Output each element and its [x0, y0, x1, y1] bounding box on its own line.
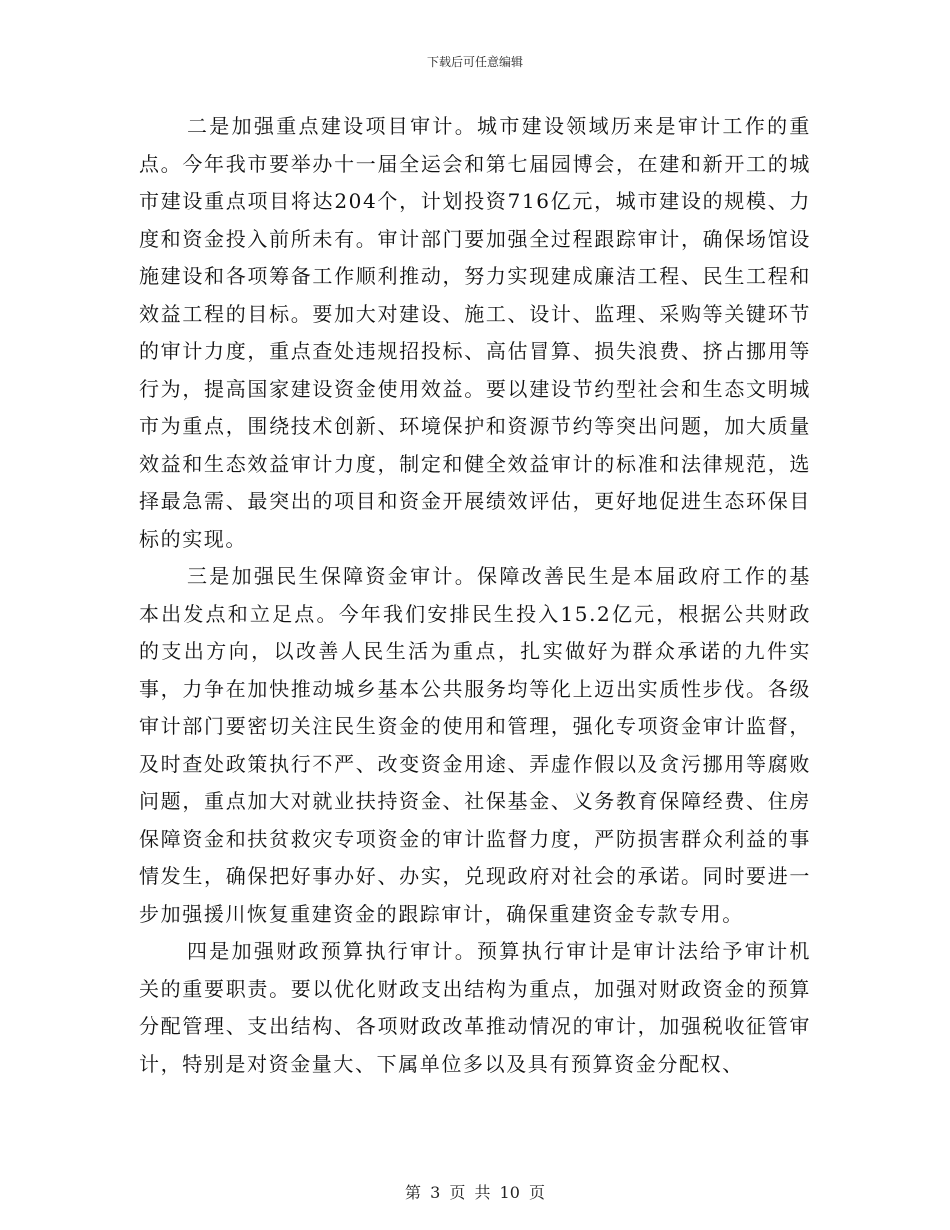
body-text: [139, 108, 811, 1083]
paragraph-construction-audit: 二是加强重点建设项目审计。城市建设领域历来是审计工作的重点。今年我市要举办十一届全运会和第七届园博会，在建和新开工的城市建设重点项目将达204个，计划投资716亿元，城市建设的规模、力度和资金投入前所未有。审计部门要加强全过程跟踪审计，确保场馆设施建设和各项筹备工作顺利推动，努力实现建成廉洁工程、民生工程和效益工程的目标。要加大对建设、施工、设计、监理、采购等关键环节的审计力度，重点查处违规招投标、高估冒算、损失浪费、挤占挪用等行为，提高国家建设资金使用效益。要以建设节约型社会和生态文明城市为重点，围绕技术创新、环境保护和资源节约等突出问题，加大质量效益和生态效益审计力度，制定和健全效益审计的标准和法律规范，选择最急需、最突出的项目和资金开展绩效评估，更好地促进生态环保目标的实现。: [139, 114, 811, 551]
paragraph-livelihood-audit: 三是加强民生保障资金审计。保障改善民生是本届政府工作的基本出发点和立足点。今年我们安排民生投入15.2亿元，根据公共财政的支出方向，以改善人民生活为重点，扎实做好为群众承诺的九件实事，力争在加快推动城乡基本公共服务均等化上迈出实质性步伐。各级审计部门要密切关注民生资金的使用和管理，强化专项资金审计监督，及时查处政策执行不严、改变资金用途、弄虚作假以及贪污挪用等腐败问题，重点加大对就业扶持资金、社保基金、义务教育保障经费、住房保障资金和扶贫救灾专项资金的审计监督力度，严防损害群众利益的事情发生，确保把好事办好、办实，兑现政府对社会的承诺。同时要进一步加强援川恢复重建资金的跟踪审计，确保重建资金专款专用。: [139, 564, 811, 926]
page-number: 第 3 页 共 10 页: [405, 1183, 545, 1202]
paragraph-budget-audit: 四是加强财政预算执行审计。预算执行审计是审计法给予审计机关的重要职责。要以优化财政支出结构为重点，加强对财政资金的预算分配管理、支出结构、各项财政改革推动情况的审计，加强税收征管审计，特别是对资金量大、下属单位多以及具有预算资金分配权、: [139, 939, 811, 1076]
header-note: 下载后可任意编辑: [426, 55, 523, 69]
